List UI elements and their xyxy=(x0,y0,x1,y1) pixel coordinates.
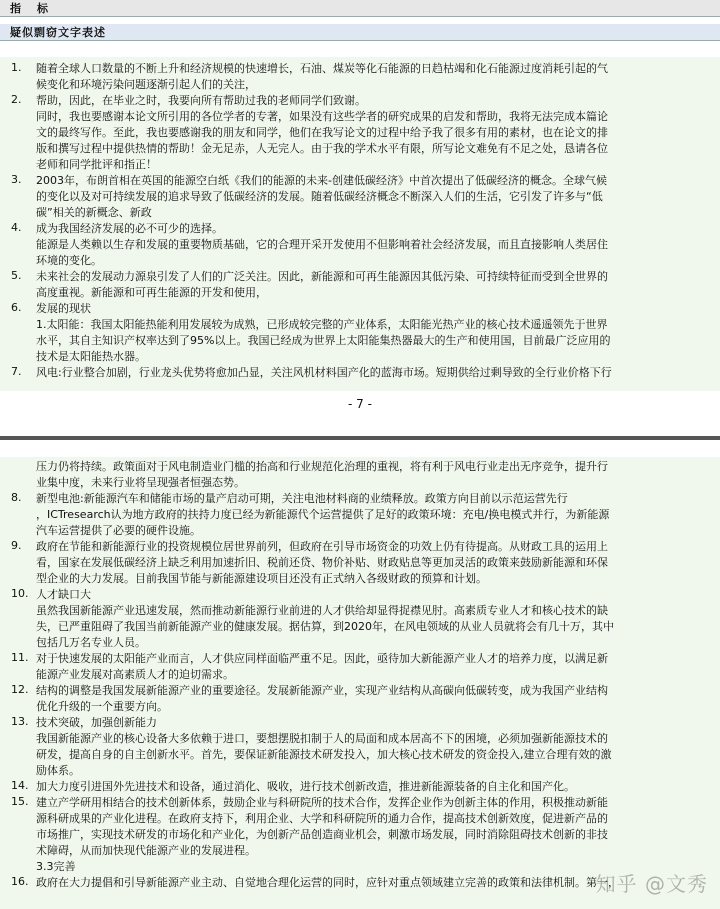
item-text-line: 结构的调整是我国发展新能源产业的重要途径。发展新能源产业，实现产业结构从高碳向低碳转变，成为我国产业结构 xyxy=(36,684,608,697)
watermark: 知乎 @文秀 xyxy=(595,872,708,896)
item-text-line: 源科研成果的产业化进程。在政府支持下，利用企业、大学和科研院所的通力合作，提高技术创新效度，促进新产品的 xyxy=(36,812,608,825)
item-text-line: 政府在大力提倡和引导新能源产业主动、自觉地合理化运营的同时，应针对重点领域建立完善的政策和法律机制。第一， xyxy=(36,876,619,889)
continuation-line: 业集中度，未来行业将呈现强者恒强态势。 xyxy=(36,476,245,489)
list-item xyxy=(0,365,720,381)
table-header-indicator xyxy=(0,0,720,17)
list-item xyxy=(0,491,720,539)
item-text-line: 风电:行业整合加剧，行业龙头优势将愈加凸显，关注风机材料国产化的蓝海市场。短期供给过剩导致的全行业价格下行 xyxy=(36,366,612,379)
item-number: 14. xyxy=(11,779,29,792)
item-text-line: 高度重视。新能源和可再生能源的开发和使用， xyxy=(36,286,267,299)
header-col-1: 指 xyxy=(10,2,23,15)
item-text-line: 我国新能源产业的核心设备大多依赖于进口，要想摆脱扣制于人的局面和成本居高不下的困境，必须加强新能源技术的 xyxy=(36,732,608,745)
item-text-line: 对于快速发展的太阳能产业而言，人才供应同样面临严重不足。因此，亟待加大新能源产业人才的培养力度，以满足新 xyxy=(36,652,608,665)
item-list-bottom xyxy=(0,491,720,891)
item-number: 5. xyxy=(11,269,22,282)
text-panel-top xyxy=(0,57,720,391)
item-text-line: 2003年，布朗首相在英国的能源空白纸《我们的能源的未来-创建低碳经济》中首次提出了低碳经济的概念。全球气候 xyxy=(36,174,607,187)
item-number: 11. xyxy=(11,651,29,664)
list-item xyxy=(0,61,720,93)
item-number: 10. xyxy=(11,587,29,600)
item-text-line: 市场推广，实现技术研发的市场化和产业化，为创新产品创造商业机会，刺激市场发展，同时消除阻碍技术创新的非技 xyxy=(36,828,608,841)
item-number: 13. xyxy=(11,715,29,728)
item-number: 16. xyxy=(11,875,29,888)
list-item xyxy=(0,93,720,173)
list-item xyxy=(0,539,720,587)
item-text-line: 技术突破，加强创新能力 xyxy=(36,716,157,729)
section-header-plagiarism: 疑似剽窃文字表述 xyxy=(0,24,720,41)
item-number: 15. xyxy=(11,795,29,808)
continuation-line: 压力仍将持续。政策面对于风电制造业门槛的抬高和行业规范化治理的重视，将有利于风电行业走出无序竞争，提升行 xyxy=(36,460,608,473)
item-text-line: 虽然我国新能源产业迅速发展，然而推动新能源行业前进的人才供给却显得捉襟见肘。高素质专业人才和核心技术的缺 xyxy=(36,604,608,617)
item-text-line: 帮助，因此，在毕业之时，我要向所有帮助过我的老师同学们致谢。 xyxy=(36,94,366,107)
item-text-line: 候变化和环境污染问题逐渐引起人们的关注， xyxy=(36,78,256,91)
item-text-line: 优化升级的一个重要方向。 xyxy=(36,700,168,713)
item-list-top xyxy=(0,57,720,381)
item-text-line: 碳”相关的新概念、新政 xyxy=(36,206,152,219)
item-text-line: 未来社会的发展动力源泉引发了人们的广泛关注。因此，新能源和可再生能源因其低污染、可持续特征而受到全世界的 xyxy=(36,270,608,283)
continuation-text xyxy=(0,457,720,491)
page-number: - 7 - xyxy=(348,397,372,411)
item-text-line: 新型电池:新能源汽车和储能市场的量产启动可期，关注电池材料商的业绩释放。政策方向目前以示范运营先行 xyxy=(36,492,568,505)
list-item xyxy=(0,301,720,365)
list-item xyxy=(0,651,720,683)
list-item xyxy=(0,587,720,651)
list-item xyxy=(0,269,720,301)
item-number: 7. xyxy=(11,365,22,378)
item-text-line: 老师和同学批评和指正！ xyxy=(36,158,157,171)
item-text-line: 政府在节能和新能源行业的投资规模位居世界前列，但政府在引导市场资金的功效上仍有待提高。从财政工具的运用上 xyxy=(36,540,608,553)
item-text-line: 的变化以及对可持续发展的追求导致了低碳经济的发展。随着低碳经济概念不断深入人们的生活，它引发了许多与“低 xyxy=(36,190,603,203)
list-item xyxy=(0,173,720,221)
item-text-line: 失，已严重阻碍了我国当前新能源产业的健康发展。据估算，到2020年，在风电领域的从业人员就将会有几十万，其中 xyxy=(36,620,614,633)
item-number: 12. xyxy=(11,683,29,696)
list-item xyxy=(0,795,720,875)
item-number: 4. xyxy=(11,221,22,234)
item-text-line: 版和撰写过程中提供热情的帮助！金无足赤，人无完人。由于我的学术水平有限，所写论文难免有不足之处，恳请各位 xyxy=(36,142,608,155)
item-number: 3. xyxy=(11,173,22,186)
item-text-line: 研发，提高自身的自主创新水平。首先，要保证新能源技术研发投入，加大核心技术研发的资金投入,建立合理有效的激 xyxy=(36,748,612,761)
item-text-line: 汽车运营提供了必要的硬件设施。 xyxy=(36,524,201,537)
item-text-line: 文的最终写作。至此，我也要感谢我的朋友和同学，他们在我写论文的过程中给予我了很多有用的素材，也在论文的排 xyxy=(36,126,608,139)
item-text-line: 型企业的大力发展。目前我国节能与新能源建设项目还没有正式纳入各级财政的预算和计划。 xyxy=(36,572,487,585)
item-text-line: 3.3完善 xyxy=(36,860,76,873)
item-text-line: 同时，我也要感谢本论文所引用的各位学者的专著，如果没有这些学者的研究成果的启发和帮助，我将无法完成本篇论 xyxy=(36,110,608,123)
item-number: 8. xyxy=(11,491,22,504)
item-number: 2. xyxy=(11,93,22,106)
item-text-line: 看，国家在发展低碳经济上缺乏利用加速折旧、税前还贷、物价补贴、财政贴息等更加灵活的政策来鼓励新能源和环保 xyxy=(36,556,608,569)
list-item xyxy=(0,715,720,779)
item-text-line: 加大力度引进国外先进技术和设备，通过消化、吸收，进行技术创新改造，推进新能源装备的自主化和国产化。 xyxy=(36,780,575,793)
item-text-line: 环境的变化。 xyxy=(36,254,102,267)
item-text-line: 建立产学研用相结合的技术创新体系，鼓励企业与科研院所的技术合作，发挥企业作为创新主体的作用，积极推动新能 xyxy=(36,796,608,809)
item-text-line: 水平，其自主知识产权率达到了95%以上。我国已经成为世界上太阳能集热器最大的生产和使用国，目前最广泛应用的 xyxy=(36,334,611,347)
item-text-line: ，ICTresearch认为地方政府的扶持力度已经为新能源代个运营提供了足好的政策环境：充电/换电模式并行，为新能源 xyxy=(36,508,610,521)
item-text-line: 术障碍，从而加快现代能源产业的发展进程。 xyxy=(36,844,256,857)
item-text-line: 能源是人类赖以生存和发展的重要物质基础，它的合理开采开发使用不但影响着社会经济发展，而且直接影响人类居住 xyxy=(36,238,608,251)
item-text-line: 励体系。 xyxy=(36,764,80,777)
item-text-line: 随着全球人口数量的不断上升和经济规模的快速增长，石油、煤炭等化石能源的日趋枯竭和化石能源过度消耗引起的气 xyxy=(36,62,608,75)
item-number: 9. xyxy=(11,539,22,552)
list-item xyxy=(0,779,720,795)
header-col-2: 标 xyxy=(37,2,50,15)
list-item xyxy=(0,221,720,269)
item-text-line: 人才缺口大 xyxy=(36,588,91,601)
item-text-line: 能源产业发展对高素质人才的迫切需求。 xyxy=(36,668,234,681)
item-text-line: 技术是太阳能热水器。 xyxy=(36,350,146,363)
item-text-line: 包括几万名专业人员。 xyxy=(36,636,146,649)
item-number: 1. xyxy=(11,61,22,74)
text-panel-bottom xyxy=(0,457,720,909)
item-text-line: 发展的现状 xyxy=(36,302,91,315)
item-text-line: 1.太阳能：我国太阳能热能利用发展较为成熟，已形成较完整的产业体系，太阳能光热产业的核心技术遥遥领先于世界 xyxy=(36,318,608,331)
item-number: 6. xyxy=(11,301,22,314)
item-text-line: 成为我国经济发展的必不可少的选择。 xyxy=(36,222,223,235)
page-separator xyxy=(0,436,720,440)
list-item xyxy=(0,683,720,715)
